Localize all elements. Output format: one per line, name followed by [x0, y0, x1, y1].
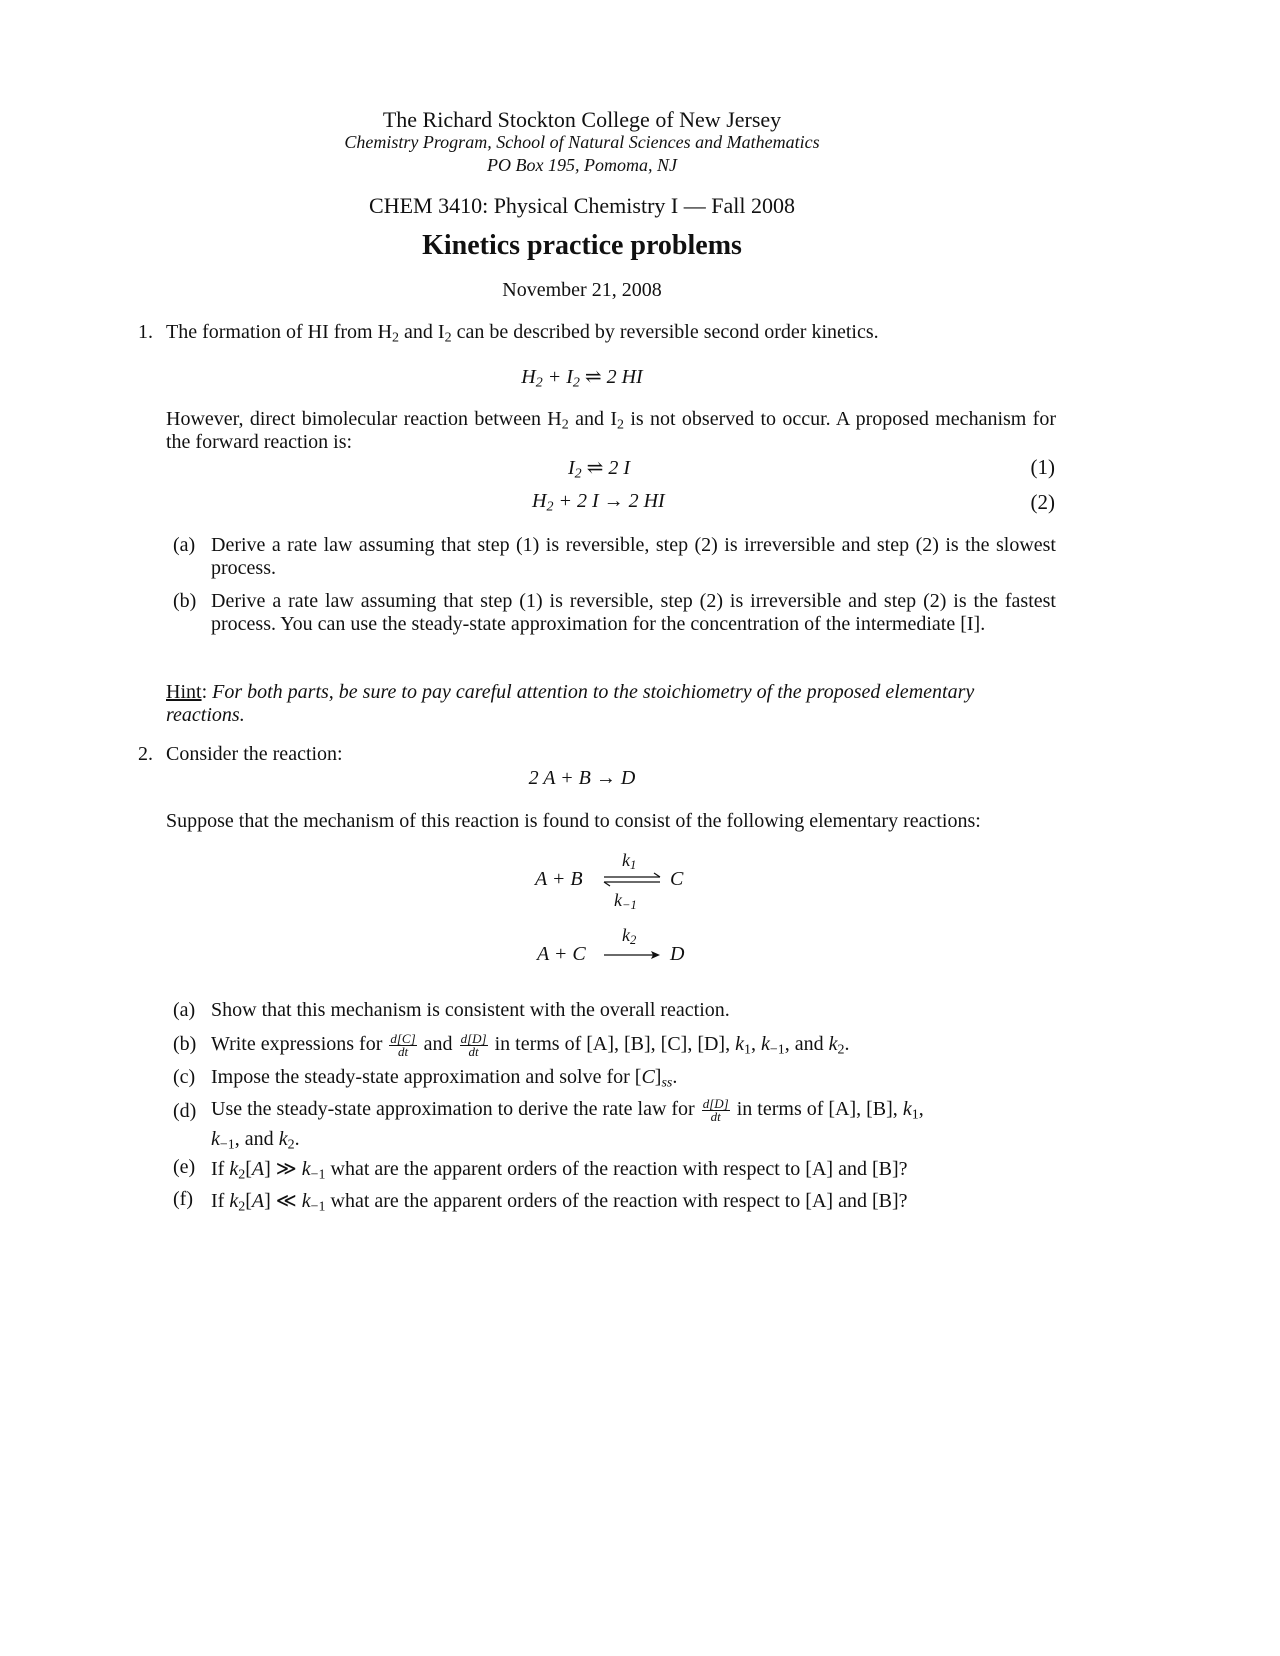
problem-2-intro: Consider the reaction: — [166, 743, 343, 765]
problem-1-hint: Hint: For both parts, be sure to pay careful attention to the stoichiometry of the proposed elementary reactions. — [166, 681, 975, 726]
equation-overall-hi: $H_2 + I_2$ ⇌ 2 HI — [521, 366, 643, 391]
problem-2-number: 2. — [138, 743, 153, 765]
problem-2e-label: (e) — [173, 1156, 196, 1178]
mechanism-2-product: D — [670, 943, 685, 965]
equation-step-1: $I_2$ ⇌ 2 I — [568, 457, 631, 482]
course-title: CHEM 3410: Physical Chemistry I — Fall 2008 — [369, 193, 795, 218]
problem-2d-text: Use the steady-state approximation to derive the rate law for $\frac{d[D]}{dt}$ in terms of [A], [B], $k_1$, $k_{-1}$, and $k_2$. — [211, 1095, 924, 1153]
problem-2a-text: Show that this mechanism is consistent with the overall reaction. — [211, 999, 730, 1021]
mechanism-2-reactants: A + C — [537, 943, 586, 965]
problem-2e-text: If $k_2[A]$ ≫ $k_{-1}$ what are the apparent orders of the reaction with respect to [A] and [B]? — [211, 1158, 908, 1183]
problem-1-number: 1. — [138, 321, 153, 343]
address: PO Box 195, Pomoma, NJ — [487, 155, 677, 175]
college-name: The Richard Stockton College of New Jersey — [382, 107, 782, 132]
forward-arrow-icon — [600, 945, 664, 965]
problem-1a-text: Derive a rate law assuming that step (1) is reversible, step (2) is irreversible and step (2) is the slowest process. — [211, 534, 1056, 579]
program-name: Chemistry Program, School of Natural Sciences and Mathematics — [344, 132, 820, 152]
equation-2-label: (2) — [1030, 490, 1055, 514]
problem-1-paragraph: However, direct bimolecular reaction between $H_2$ and $I_2$ is not observed to occur. A proposed mechanism for the forward reaction is: — [166, 408, 1056, 453]
document-date: November 21, 2008 — [502, 279, 662, 301]
page-title: Kinetics practice problems — [422, 230, 742, 261]
problem-2b-label: (b) — [173, 1033, 197, 1055]
problem-1-intro: The formation of HI from $H_2$ and $I_2$ can be described by reversible second order kinetics. — [166, 321, 879, 346]
problem-2b-text: Write expressions for $\frac{d[C]}{dt}$ and $\frac{d[D]}{dt}$ in terms of [A], [B], [C], [D], $k_1$, $k_{-1}$, and $k_2$. — [211, 1030, 850, 1059]
problem-2a-label: (a) — [173, 999, 196, 1021]
equilibrium-arrow-icon — [600, 870, 664, 890]
problem-2f-text: If $k_2[A]$ ≪ $k_{-1}$ what are the apparent orders of the reaction with respect to [A] and [B]? — [211, 1190, 908, 1215]
problem-2f-label: (f) — [173, 1188, 193, 1210]
equation-1-label: (1) — [1030, 455, 1055, 479]
problem-2c-text: Impose the steady-state approximation and solve for $[C]_{ss}$. — [211, 1066, 678, 1091]
problem-2-paragraph: Suppose that the mechanism of this reaction is found to consist of the following elementary reactions: — [166, 810, 981, 832]
equation-overall-d: 2 A + B → D — [528, 767, 636, 789]
problem-1a-label: (a) — [173, 534, 196, 556]
problem-1b-label: (b) — [173, 590, 197, 612]
equation-step-2: $H_2 + 2$ I → 2 HI — [532, 490, 665, 515]
rate-constant-k-minus-1: $k_{-1}$ — [614, 890, 637, 913]
fraction-dd-dt-2: $\frac{d[D]}{dt}$ — [702, 1095, 729, 1124]
mechanism-1-product: C — [670, 868, 684, 890]
fraction-dd-dt: $\frac{d[D]}{dt}$ — [460, 1030, 487, 1059]
rate-constant-k2: $k_2$ — [622, 925, 637, 948]
rate-constant-k1: $k_1$ — [622, 850, 637, 873]
fraction-dc-dt: $\frac{d[C]}{dt}$ — [390, 1030, 416, 1059]
problem-2c-label: (c) — [173, 1066, 196, 1088]
problem-1b-text: Derive a rate law assuming that step (1) is reversible, step (2) is irreversible and step (2) is the fastest process. You can use the steady-state approximation for the concentration of the intermediate [I]. — [211, 590, 1056, 635]
problem-2d-label: (d) — [173, 1100, 197, 1122]
mechanism-1-reactants: A + B — [535, 868, 583, 890]
